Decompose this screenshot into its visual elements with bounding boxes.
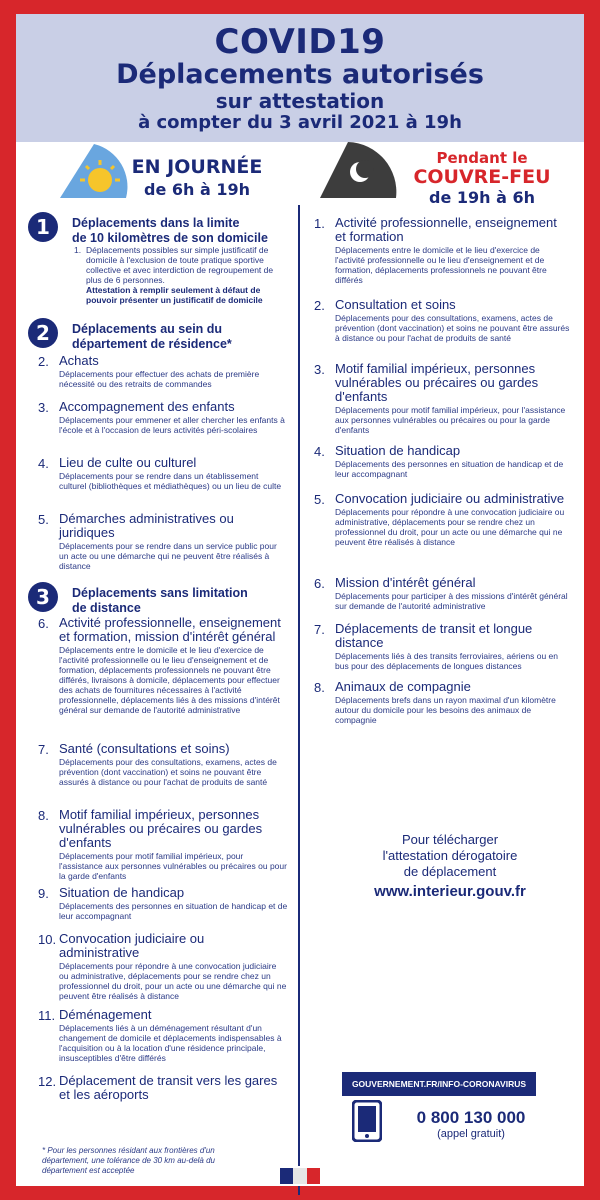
section-2-title-line2: département de résidence*	[72, 337, 232, 351]
download-line1: Pour télécharger	[401, 832, 499, 847]
item-description: Déplacements pour emmener et aller chercher les enfants à l'école et à l'occasion de leurs activités péri-scolaires	[59, 415, 285, 435]
section-1-title	[72, 216, 292, 246]
item-title: Activité professionnelle, enseignement et formation	[335, 215, 557, 244]
item-title: Déménagement	[59, 1007, 152, 1022]
item-title: Achats	[59, 353, 99, 368]
section-badge-1: 1	[28, 212, 58, 242]
phone-icon	[352, 1100, 382, 1142]
item-title: Convocation judiciaire ou administrative	[59, 931, 205, 960]
list-item	[38, 1074, 288, 1102]
item-number: 6.	[38, 616, 49, 631]
item-number: 4.	[314, 444, 325, 459]
item-title: Motif familial impérieux, personnes vulnérables ou précaires ou gardes d'enfants	[335, 361, 539, 404]
item-description: Déplacements pour participer à des missions d'intérêt général sur demande de l'autorité administrative	[335, 591, 568, 611]
item-title: Situation de handicap	[335, 443, 461, 458]
section-1-title-line1: Déplacements dans la limite	[72, 216, 240, 230]
item-number: 1.	[74, 245, 82, 255]
list-item	[38, 512, 288, 571]
section-2-title-line1: Déplacements au sein du	[72, 322, 223, 336]
column-divider	[298, 205, 300, 1195]
item-number: 7.	[38, 742, 49, 757]
item-title: Consultation et soins	[335, 297, 456, 312]
item-number: 10.	[38, 932, 57, 947]
list-item	[38, 886, 288, 921]
item-description: Déplacements possibles sur simple justificatif de domicile à l'exclusion de toute pratique sportive collective et avec interdiction de regroupement de plus de 6 personnes.	[86, 245, 274, 285]
item-title: Démarches administratives ou juridiques	[59, 511, 234, 540]
item-number: 8.	[38, 808, 49, 823]
header	[16, 14, 584, 142]
download-link[interactable]: www.interieur.gouv.fr	[374, 883, 526, 900]
night-heading	[392, 150, 572, 208]
item-title: Déplacement de transit vers les gares et les aéroports	[59, 1073, 278, 1102]
day-hours: de 6h à 19h	[144, 180, 250, 199]
item-description: Déplacements pour répondre à une convocation judiciaire ou administrative, déplacements pour se rendre chez un professionnel du droit, pour un acte ou une démarche qui ne peuvent être réalisés à distance	[335, 507, 565, 547]
item-description: Déplacements liés à un déménagement résultant d'un changement de domicile et déplacements indispensables à l'acquisition ou à la location d'une résidence principale, insusceptibles d'être différés	[59, 1023, 282, 1063]
section-badge-2: 2	[28, 318, 58, 348]
moon-icon	[318, 138, 398, 200]
item-description: Déplacements pour motif familial impérieux, pour l'assistance aux personnes vulnérables ou précaires ou pour la garde d'enfants	[335, 405, 566, 435]
item-description: Déplacements entre le domicile et le lieu d'exercice de l'activité professionnelle ou le lieu d'enseignement et de formation, déplacements professionnels ne pouvant être différés	[335, 245, 547, 285]
item-note: Attestation à remplir seulement à défaut de pouvoir présenter un justificatif de domicile	[86, 285, 263, 305]
section-1-title-line2: de 10 kilomètres de son domicile	[72, 231, 268, 245]
list-item	[314, 216, 570, 285]
phone-number[interactable]: 0 800 130 000	[416, 1108, 526, 1127]
item-title: Motif familial impérieux, personnes vulnérables ou précaires ou gardes d'enfants	[59, 807, 263, 850]
gov-info-link[interactable]: GOUVERNEMENT.FR/INFO-CORONAVIRUS	[342, 1072, 536, 1096]
list-item	[38, 400, 288, 435]
section-2-title	[72, 322, 292, 352]
item-number: 2.	[38, 354, 49, 369]
list-item	[314, 298, 570, 343]
item-description: Déplacements liés à des transits ferroviaires, aériens ou en bus pour des déplacements de longues distances	[335, 651, 558, 671]
list-item	[38, 616, 288, 715]
item-description: Déplacements pour répondre à une convocation judiciaire ou administrative, déplacements pour se rendre chez un professionnel du droit, pour un acte ou une démarche qui ne peuvent être réalisés à distance	[59, 961, 287, 1001]
item-description: Déplacements des personnes en situation de handicap et de leur accompagnant	[59, 901, 288, 921]
day-title: EN JOURNÉE	[131, 156, 263, 178]
list-item	[38, 742, 288, 787]
item-description: Déplacements pour se rendre dans un établissement culturel (bibliothèques et médiathèques) ou un lieu de culte	[59, 471, 282, 491]
list-item	[38, 932, 288, 1001]
item-title: Mission d'intérêt général	[335, 575, 476, 590]
list-item	[314, 680, 570, 725]
download-line3: de déplacement	[403, 864, 497, 879]
list-item	[38, 808, 288, 881]
page-subtitle: Déplacements autorisés	[116, 59, 484, 90]
item-title: Activité professionnelle, enseignement et formation, mission d'intérêt général	[59, 615, 281, 644]
night-hours: de 19h à 6h	[429, 188, 535, 207]
list-item	[314, 444, 570, 479]
list-item	[38, 1008, 288, 1063]
item-title: Animaux de compagnie	[335, 679, 471, 694]
item-description: Déplacements pour des consultations, examens, actes de prévention (dont vaccination) et soins ne pouvant être assurés à distance ou pour l'achat de produits de santé	[59, 757, 277, 787]
item-number: 9.	[38, 886, 49, 901]
item-title: Santé (consultations et soins)	[59, 741, 230, 756]
phone-info	[396, 1108, 546, 1140]
item-description: Déplacements pour se rendre dans un service public pour un acte ou une démarche qui ne peuvent être réalisés à distance	[59, 541, 277, 571]
item-description: Déplacements brefs dans un rayon maximal d'un kilomètre autour du domicile pour les besoins des animaux de compagnie	[335, 695, 556, 725]
page-subtitle-2: sur attestation	[215, 89, 385, 113]
page-date: à compter du 3 avril 2021 à 19h	[138, 112, 462, 133]
download-line2: l'attestation dérogatoire	[382, 848, 518, 863]
item-number: 5.	[38, 512, 49, 527]
item-title: Lieu de culte ou culturel	[59, 455, 197, 470]
night-title-line2: COUVRE-FEU	[413, 166, 551, 188]
item-title: Accompagnement des enfants	[59, 399, 235, 414]
item-description: Déplacements pour motif familial impérieux, pour l'assistance aux personnes vulnérables ou précaires ou pour la garde d'enfants	[59, 851, 287, 881]
night-title-line1: Pendant le	[436, 149, 528, 167]
section-3-title-line2: de distance	[72, 601, 141, 615]
item-description: Déplacements entre le domicile et le lieu d'exercice de l'activité professionnelle ou le lieu d'enseignement et de formation, déplacements professionnels ne pouvant être différés, livraisons à domicile, déplacements pour effectuer des achats de fournitures nécessaires à l'activité professionnelle, déplacements liés à des missions d'intérêt général sur demande de l'autorité administrative	[59, 645, 280, 715]
item-number: 3.	[314, 362, 325, 377]
item-number: 6.	[314, 576, 325, 591]
item-number: 11.	[38, 1008, 56, 1023]
footnote: * Pour les personnes résidant aux frontières d'un département, une tolérance de 30 km au-delà du département est acceptée	[42, 1146, 216, 1175]
list-item	[314, 492, 570, 547]
item-number: 8.	[314, 680, 325, 695]
item-description: Déplacements pour effectuer des achats de première nécessité ou des retraits de commandes	[59, 369, 260, 389]
item-title: Déplacements de transit et longue distance	[335, 621, 533, 650]
sun-icon	[56, 140, 128, 200]
list-item	[38, 354, 288, 389]
republique-logo-icon	[268, 1166, 332, 1186]
section-badge-3: 3	[28, 582, 58, 612]
list-item	[314, 362, 570, 435]
list-item	[314, 622, 570, 671]
item-number: 7.	[314, 622, 325, 637]
item-description: Déplacements des personnes en situation de handicap et de leur accompagnant	[335, 459, 564, 479]
item-number: 5.	[314, 492, 325, 507]
section-3-title-line1: Déplacements sans limitation	[72, 586, 248, 600]
item-number: 4.	[38, 456, 49, 471]
page-title: COVID19	[214, 22, 386, 62]
item-number: 1.	[314, 216, 325, 231]
day-heading	[122, 156, 272, 199]
phone-note: (appel gratuit)	[437, 1128, 505, 1140]
item-description: Déplacements pour des consultations, examens, actes de prévention (dont vaccination) et soins ne pouvant être assurés à distance ou pour l'achat de produits de santé	[335, 313, 570, 343]
item-number: 2.	[314, 298, 325, 313]
list-item	[74, 245, 286, 305]
download-info	[330, 832, 570, 900]
item-title: Situation de handicap	[59, 885, 185, 900]
item-number: 12.	[38, 1074, 57, 1089]
item-number: 3.	[38, 400, 49, 415]
section-3-title	[72, 586, 292, 616]
item-title: Convocation judiciaire ou administrative	[335, 491, 565, 506]
list-item	[314, 576, 570, 611]
list-item	[38, 456, 288, 491]
